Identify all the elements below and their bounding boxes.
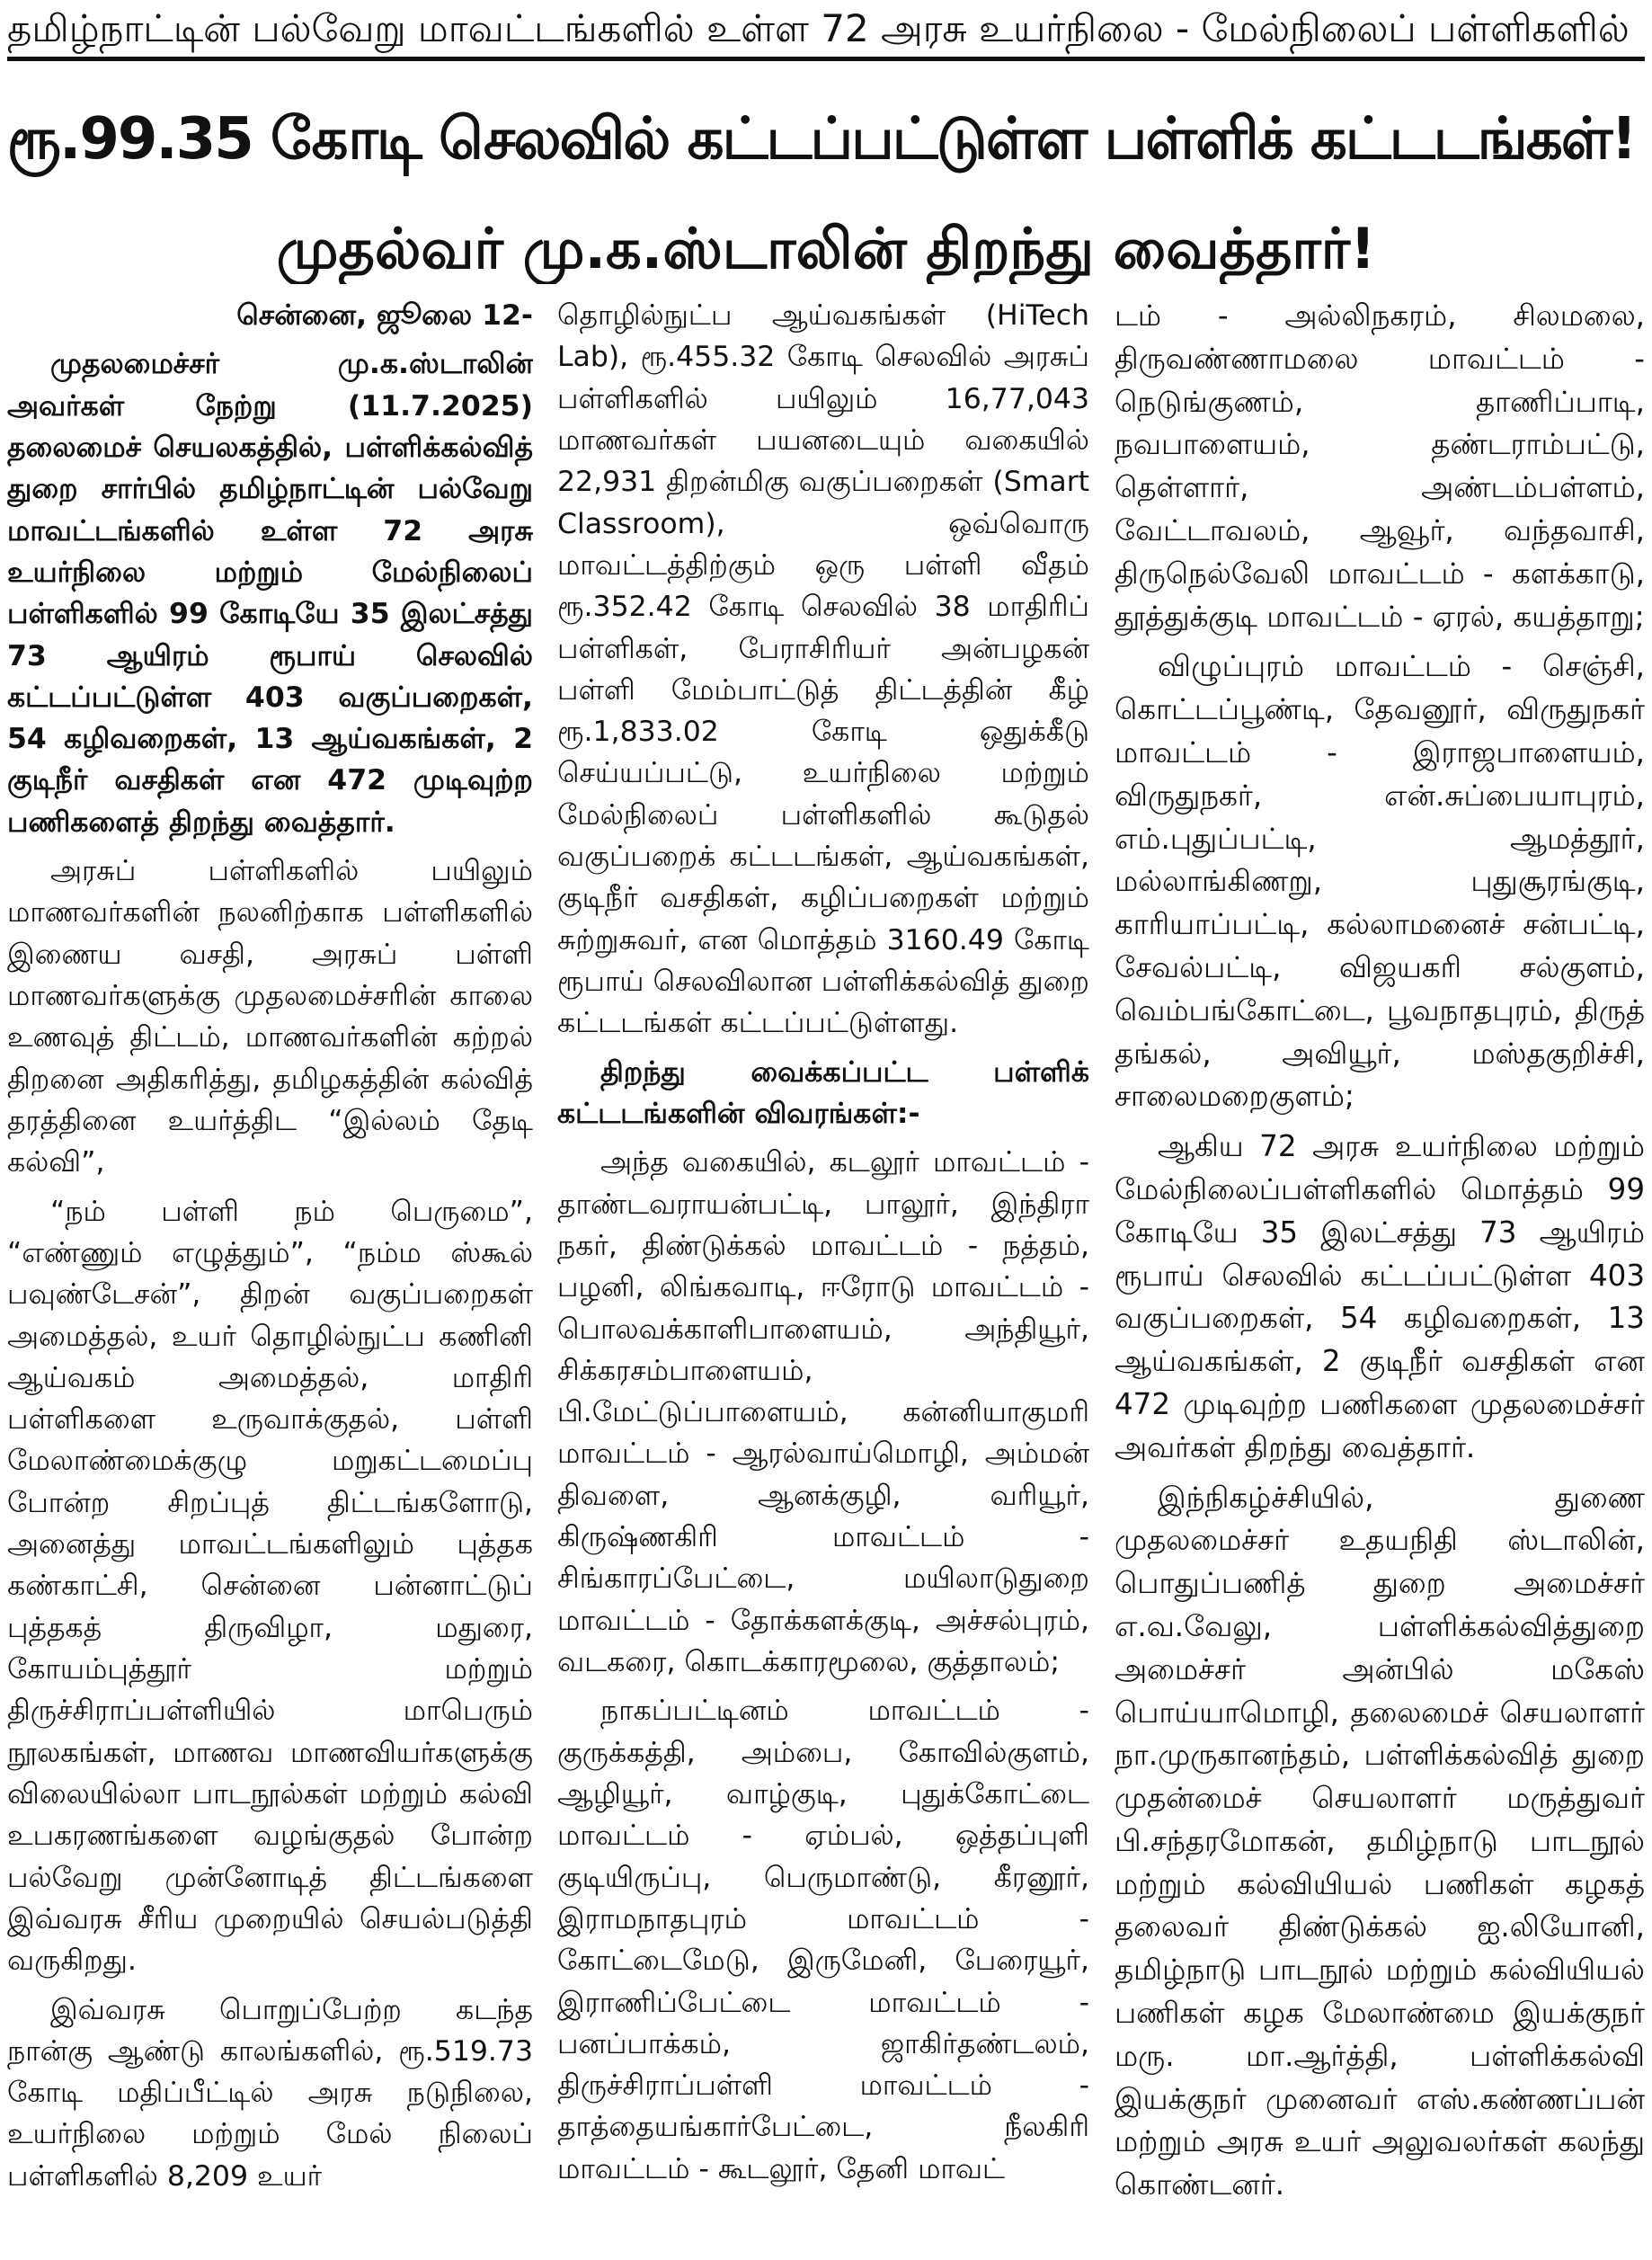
column-1 <box>7 295 533 2255</box>
dateline: சென்னை, ஜூலை 12- <box>236 299 533 332</box>
column-2 <box>557 295 1089 2255</box>
paragraph: ஆகிய 72 அரசு உயர்நிலை மற்றும் மேல்நிலைப்பள்ளிகளில் மொத்தம் 99 கோடியே 35 இலட்சத்து 73 ஆயிரம் ரூபாய் செலவில் கட்டப்பட்டுள்ள 403 வகுப்பறைகள், 54 கழிவறைகள், 13 ஆய்வகங்கள், 2 குடிநீர் வசதிகள் என 472 முடிவுற்ற பணிகளை முதலமைச்சர் அவர்கள் திறந்து வைத்தார். <box>1115 1129 1645 1464</box>
paragraph: விழுப்புரம் மாவட்டம் - செஞ்சி, கொட்டப்பூண்டி, தேவனூர், விருதுநகர் மாவட்டம் - இராஜபாளையம், விருதுநகர், என்.சுப்பையாபுரம், எம்.புதுப்பட்டி, ஆமத்தூர், மல்லாங்கிணறு, புதுசூரங்குடி, காரியாப்பட்டி, கல்லாமனைச் சன்பட்டி, சேவல்பட்டி, விஜயகரி சல்குளம், வெம்பங்கோட்டை, பூவநாதபுரம், திருத் தங்கல், அவியூர், மஸ்தகுறிச்சி, சாலைமறைகுளம்; <box>1115 649 1645 1114</box>
headline: ரூ.99.35 கோடி செலவில் கட்டப்பட்டுள்ள பள்ளிக் கட்டடங்கள்! <box>7 106 1636 173</box>
paragraph: டம் - அல்லிநகரம், சிலமலை, திருவண்ணாமலை மாவட்டம் - நெடுங்குணம், தாணிப்பாடி, நவபாளையம், தண்டராம்பட்டு, தெள்ளார், அண்டம்பள்ளம், வேட்டாவலம், ஆவூர், வந்தவாசி, திருநெல்வேலி மாவட்டம் - களக்காடு, தூத்துக்குடி மாவட்டம் - ஏரல், கயத்தாறு; <box>1115 298 1645 634</box>
paragraph: இந்நிகழ்ச்சியில், துணை முதலமைச்சர் உதயநிதி ஸ்டாலின், பொதுப்பணித் துறை அமைச்சர் எ.வ.வேலு, பள்ளிக்கல்வித்துறை அமைச்சர் அன்பில் மகேஸ் பொய்யாமொழி, தலைமைச் செயலாளர் நா.முருகானந்தம், பள்ளிக்கல்வித் துறை முதன்மைச் செயலாளர் மருத்துவர் பி.சந்தரமோகன், தமிழ்நாடு பாடநூல் மற்றும் கல்வியியல் பணிகள் கழகத் தலைவர் திண்டுக்கல் ஐ.லியோனி, தமிழ்நாடு பாடநூல் மற்றும் கல்வியியல் பணிகள் கழக மேலாண்மை இயக்குநர் மரு. மா.ஆர்த்தி, பள்ளிக்கல்வி இயக்குநர் முனைவர் எஸ்.கண்ணப்பன் மற்றும் அரசு உயர் அலுவலர்கள் கலந்து கொண்டனர். <box>1115 1480 1645 2202</box>
lead-paragraph: முதலமைச்சர் மு.க.ஸ்டாலின் அவர்கள் நேற்று (11.7.2025) தலைமைச் செயலகத்தில், பள்ளிக்கல்வித் துறை சார்பில் தமிழ்நாட்டின் பல்வேறு மாவட்டங்களில் உள்ள 72 அரசு உயர்நிலை மற்றும் மேல்நிலைப் பள்ளிகளில் 99 கோடியே 35 இலட்சத்து 73 ஆயிரம் ரூபாய் செலவில் கட்டப்பட்டுள்ள 403 வகுப்பறைகள், 54 கழிவறைகள், 13 ஆய்வகங்கள், 2 குடிநீர் வசதிகள் என 472 முடிவுற்ற பணிகளைத் திறந்து வைத்தார். <box>7 348 533 839</box>
paragraph: இவ்வரசு பொறுப்பேற்ற கடந்த நான்கு ஆண்டு காலங்களில், ரூ.519.73 கோடி மதிப்பீட்டில் அரசு நடுநிலை, உயர்நிலை மற்றும் மேல் நிலைப் பள்ளிகளில் 8,209 உயர் <box>7 1993 533 2193</box>
section-subheading: திறந்து வைக்கப்பட்ட பள்ளிக் கட்டடங்களின் விவரங்கள்:- <box>557 1055 1089 1130</box>
paragraph: “நம் பள்ளி நம் பெருமை”, “எண்ணும் எழுத்தும்”, “நம்ம ஸ்கூல் பவுண்டேசன்”, திறன் வகுப்பறைகள் அமைத்தல், உயர் தொழில்நுட்ப கணினி ஆய்வகம் அமைத்தல், மாதிரி பள்ளிகளை உருவாக்குதல், பள்ளி மேலாண்மைக்குழு மறுகட்டமைப்பு போன்ற சிறப்புத் திட்டங்களோடு, அனைத்து மாவட்டங்களிலும் புத்தக கண்காட்சி, சென்னை பன்னாட்டுப் புத்தகத் திருவிழா, மதுரை, கோயம்புத்தூர் மற்றும் திருச்சிராப்பள்ளியில் மாபெரும் நூலகங்கள், மாணவ மாணவியர்களுக்கு விலையில்லா பாடநூல்கள் மற்றும் கல்வி உபகரணங்களை வழங்குதல் போன்ற பல்வேறு முன்னோடித் திட்டங்களை இவ்வரசு சீரிய முறையில் செயல்படுத்தி வருகிறது. <box>7 1195 533 1978</box>
paragraph: தொழில்நுட்ப ஆய்வகங்கள் (HiTech Lab), ரூ.455.32 கோடி செலவில் அரசுப் பள்ளிகளில் பயிலும் 16,77,043 மாணவர்கள் பயனடையும் வகையில் 22,931 திறன்மிகு வகுப்பறைகள் (Smart Classroom), ஒவ்வொரு மாவட்டத்திற்கும் ஒரு பள்ளி வீதம் ரூ.352.42 கோடி செலவில் 38 மாதிரிப் பள்ளிகள், பேராசிரியர் அன்பழகன் பள்ளி மேம்பாட்டுத் திட்டத்தின் கீழ் ரூ.1,833.02 கோடி ஒதுக்கீடு செய்யப்பட்டு, உயர்நிலை மற்றும் மேல்நிலைப் பள்ளிகளில் கூடுதல் வகுப்பறைக் கட்டடங்கள், ஆய்வகங்கள், குடிநீர் வசதிகள், கழிப்பறைகள் மற்றும் சுற்றுசுவர், என மொத்தம் 3160.49 கோடி ரூபாய் செலவிலான பள்ளிக்கல்வித் துறை கட்டடங்கள் கட்டப்பட்டுள்ளது. <box>557 299 1089 1040</box>
paragraph: அந்த வகையில், கடலூர் மாவட்டம் - தாண்டவராயன்பட்டி, பாலூர், இந்திரா நகர், திண்டுக்கல் மாவட்டம் - நத்தம், பழனி, லிங்கவாடி, ஈரோடு மாவட்டம் - பொலவக்காளிபாளையம், அந்தியூர், சிக்கரசம்பாளையம், பி.மேட்டுப்பாளையம், கன்னியாகுமரி மாவட்டம் - ஆரல்வாய்மொழி, அம்மன் திவளை, ஆனக்குழி, வரியூர், கிருஷ்ணகிரி மாவட்டம் - சிங்காரப்பேட்டை, மயிலாடுதுறை மாவட்டம் - தோக்களக்குடி, அச்சல்புரம், வடகரை, கொடக்காரமூலை, குத்தாலம்; <box>557 1146 1089 1678</box>
subheadline: முதல்வர் மு.க.ஸ்டாலின் திறந்து வைத்தார்! <box>276 216 1376 281</box>
kicker-line: தமிழ்நாட்டின் பல்வேறு மாவட்டங்களில் உள்ள 72 அரசு உயர்நிலை - மேல்நிலைப் பள்ளிகளில் <box>7 2 1645 61</box>
paragraph: அரசுப் பள்ளிகளில் பயிலும் மாணவர்களின் நலனிற்காக பள்ளிகளில் இணைய வசதி, அரசுப் பள்ளி மாணவர்களுக்கு முதலமைச்சரின் காலை உணவுத் திட்டம், மாணவர்களின் கற்றல் திறனை அதிகரித்து, தமிழகத்தின் கல்வித் தரத்தினை உயர்த்திட “இல்லம் தேடி கல்வி”, <box>7 855 533 1179</box>
column-3 <box>1115 295 1645 2255</box>
paragraph: நாகப்பட்டினம் மாவட்டம் - குருக்கத்தி, அம்பை, கோவில்குளம், ஆழியூர், வாழ்குடி, புதுக்கோட்டை மாவட்டம் - ஏம்பல், ஒத்தப்புளி குடியிருப்பு, பெருமாண்டு, கீரனூர், இராமநாதபுரம் மாவட்டம் - கோட்டைமேடு, இருமேனி, பேரையூர், இராணிப்பேட்டை மாவட்டம் - பனப்பாக்கம், ஜாகிர்தண்டலம், திருச்சிராப்பள்ளி மாவட்டம் - தாத்தையங்கார்பேட்டை, நீலகிரி மாவட்டம் - கூடலூர், தேனி மாவட் <box>557 1695 1089 2185</box>
